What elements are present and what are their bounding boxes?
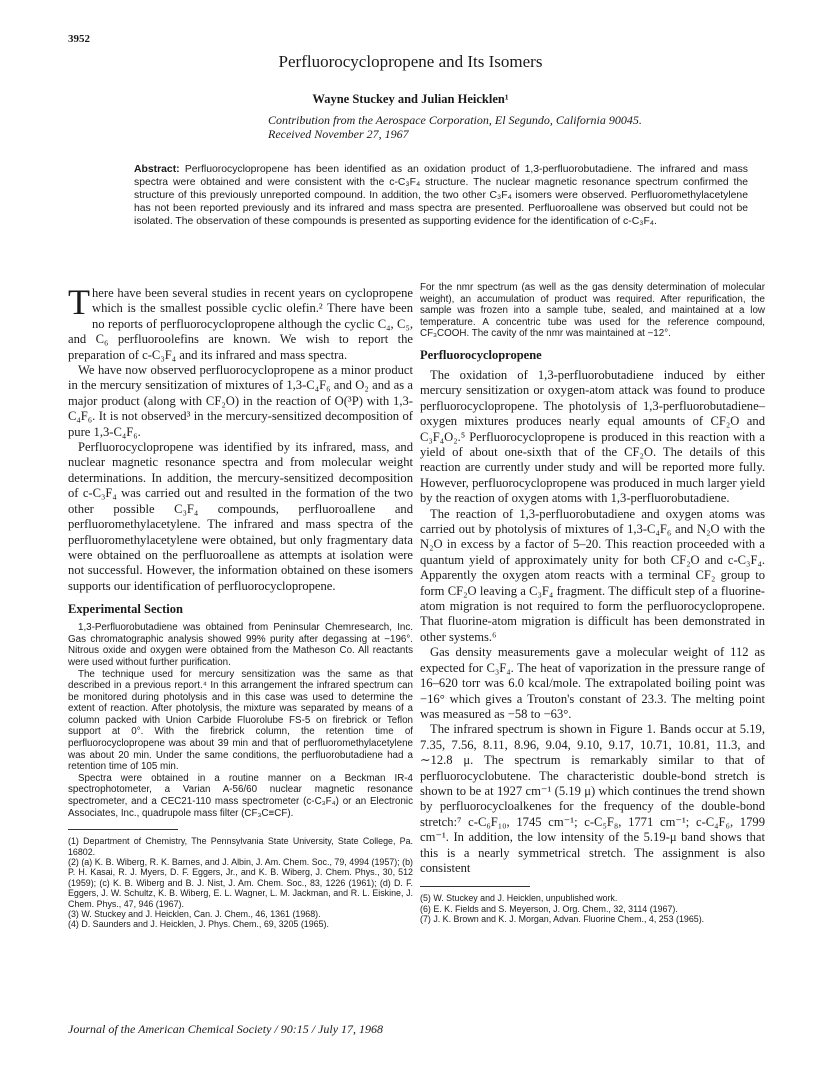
body-paragraph: Gas density measurements gave a molecular weight of 112 as expected for C₃F₄. The heat of vaporization in the pressure range of 16–620 torr was 6.0 kcal/mole. The extrapolated boiling point was −16° which gives a Trouton's constant of 23.3. The melting point was measured as −58 to −63°. <box>420 645 765 721</box>
abstract-label: Abstract: <box>134 164 180 175</box>
section-heading-perfluorocyclopropene: Perfluorocyclopropene <box>420 347 542 362</box>
footnote-divider <box>68 829 178 830</box>
footnote-divider <box>420 886 530 887</box>
page-number: 3952 <box>68 33 90 45</box>
experimental-paragraph: Spectra were obtained in a routine manner on a Beckman IR-4 spectrophotometer, a Varian A-56/60 nuclear magnetic resonance spectrometer, and a CEC21-110 mass spectrometer (c-C₃F₄) or an Electronic Associates, Inc., quadrupole mass filter (CF₃C≡CF). <box>68 772 413 819</box>
left-column <box>68 282 413 930</box>
abstract <box>134 163 748 228</box>
section-heading-experimental: Experimental Section <box>68 602 183 617</box>
article-title: Perfluorocyclopropene and Its Isomers <box>278 52 543 71</box>
authors: Wayne Stuckey and Julian Heicklen¹ <box>312 92 509 106</box>
footnote: (3) W. Stuckey and J. Heicklen, Can. J. Chem., 46, 1361 (1968). <box>68 909 321 920</box>
affiliation-line: Contribution from the Aerospace Corporation, El Segundo, California 90045. <box>268 113 642 127</box>
footnote: (4) D. Saunders and J. Heicklen, J. Phys. Chem., 69, 3205 (1965). <box>68 919 329 930</box>
experimental-paragraph: 1,3-Perfluorobutadiene was obtained from Peninsular Chemresearch, Inc. Gas chromatographic analysis showed 99% purity after degassing at −196°. Nitrous oxide and oxygen were obtained from the Matheson Co. All reactants were used without further purification. <box>68 622 413 668</box>
body-paragraph: The reaction of 1,3-perfluorobutadiene and oxygen atoms was carried out by photolysis of mixtures of 1,3-C₄F₆ and N₂O with the N₂O in excess by a factor of 5–20. This reaction proceeded with a quantum yield of approximately unity for both CF₂O and c-C₃F₄. Apparently the oxygen atom reacts with a terminal CF₂ group to form CF₂O leaving a C₃F₄ fragment. The difficult step of a fluorine-atom migration is not required to form the perfluorocyclopropene. That fluorine-atom migration is difficult has been demonstrated in other systems.⁶ <box>420 506 765 644</box>
intro-text: here have been several studies in recent years on cyclopropene which is the smallest possible cyclic olefin.² There have been no reports of perfluorocyclopropene although the cyclic C₄, C₅, and C₆ perfluoroolefins are known. We wish to report the preparation of c-C₃F₄ and its infrared and mass spectra. <box>68 286 413 362</box>
body-paragraph: We have now observed perfluorocyclopropene as a minor product in the mercury sensitization of mixtures of 1,3-C₄F₆ and O₂ and as a major product (along with CF₂O) in the reaction of O(³P) with 1,3-C₄F₆. It is not observed³ in the mercury-sensitized decomposition of pure 1,3-C₄F₆. <box>68 363 413 439</box>
affiliation <box>268 113 768 141</box>
body-paragraph: Perfluorocyclopropene was identified by its infrared, mass, and nuclear magnetic resonance spectra and from molecular weight determinations. In addition, the mercury-sensitized decomposition of c-C₃F₄ was carried out and resulted in the formation of the two other possible C₃F₄ compounds, perfluoroallene and perfluoromethylacetylene. The infrared and mass spectra of the perfluoromethylacetylene were obtained, but only fragmentary data were obtained on the perfluoroallene as attempts at isolation were not successful. However, the information obtained on these isomers supports our identification of perfluorocyclopropene. <box>68 440 413 593</box>
journal-footer: Journal of the American Chemical Society / 90:15 / July 17, 1968 <box>68 1022 384 1036</box>
received-date: Received November 27, 1967 <box>268 127 409 141</box>
body-paragraph: The oxidation of 1,3-perfluorobutadiene induced by either mercury sensitization or oxygen-atom attack was found to produce perfluorocyclopropene. The photolysis of 1,3-perfluorobutadiene–oxygen mixtures produces nearly equal amounts of CF₂O and C₃F₄O₂.⁵ Perfluorocyclopropene is produced in this reaction with a yield of about one-sixth that of the CF₂O. The details of this reaction are currently under study and will be reported more fully. However, perfluorocyclopropene was produced in much larger yield by the reaction of oxygen atoms with 1,3-perfluorobutadiene. <box>420 367 765 506</box>
drop-cap: T <box>68 282 90 322</box>
footnote: (7) J. K. Brown and K. J. Morgan, Advan. Fluorine Chem., 4, 253 (1965). <box>420 914 705 925</box>
intro-paragraph <box>68 282 413 363</box>
nmr-note: For the nmr spectrum (as well as the gas density determination of molecular weight), an accumulation of product was required. After repurification, the sample was frozen into a sample tube, sealed, and maintained at a low temperature. A concentric tube was used for the reference compound, CF₃COOH. The cavity of the nmr was maintained at −12°. <box>420 282 765 340</box>
body-paragraph: The infrared spectrum is shown in Figure 1. Bands occur at 5.19, 7.35, 7.56, 8.11, 8.96, 9.04, 9.10, 9.17, 10.71, 10.81, 11.3, and ∼12.8 μ. The spectrum is remarkably similar to that of perfluorocyclobutene. The characteristic double-bond stretch is shown to be at 1927 cm⁻¹ (5.19 μ) which continues the trend shown by perfluorocycloalkenes for the frequency of the double-bond stretch:⁷ c-C₆F₁₀, 1745 cm⁻¹; c-C₅F₈, 1771 cm⁻¹; c-C₄F₆, 1799 cm⁻¹. In addition, the low intensity of the 5.19-μ band shows that this is a nearly symmetrical stretch. The assignment is also consistent <box>420 722 765 875</box>
abstract-text: Perfluorocyclopropene has been identified as an oxidation product of 1,3-perfluorobutadiene. The infrared and mass spectra were obtained and were consistent with the c-C₃F₄ structure. The nuclear magnetic resonance spectrum confirmed the structure of this previously unreported compound. In addition, the two other C₃F₄ isomers were observed. Perfluoromethylacetylene has not been reported previously and its infrared and mass spectra are presented. Perfluoroallene was observed but could not be isolated. The observation of these compounds is presented as supporting evidence for the identification of c-C₃F₄. <box>134 164 748 227</box>
right-column <box>420 282 765 925</box>
footnote: (6) E. K. Fields and S. Meyerson, J. Org. Chem., 32, 3114 (1967). <box>420 903 678 914</box>
footnote: (5) W. Stuckey and J. Heicklen, unpublished work. <box>420 893 618 904</box>
experimental-paragraph: The technique used for mercury sensitization was the same as that described in a previous report.⁴ In this arrangement the infrared spectrum can be monitored during photolysis and in this case was used to determine the extent of reaction. After photolysis, the mixture was separated by means of a column packed with Union Carbide Fluorolube FS-5 on firebrick or Teflon support at 0°. With the firebrick column, the retention time of perfluorocyclopropene was about 39 min and that of perfluoromethylacetylene was about 20 min. Under the same conditions, the perfluorobutadiene had a retention time of 105 min. <box>68 668 413 773</box>
footnote: (1) Department of Chemistry, The Pennsylvania State University, State College, Pa. 16802. <box>68 836 413 857</box>
footnote: (2) (a) K. B. Wiberg, R. K. Barnes, and J. Albin, J. Am. Chem. Soc., 79, 4994 (1957); (b) P. H. Kasai, R. J. Myers, D. F. Eggers, Jr., and K. B. Wiberg, J. Chem. Phys., 30, 512 (1959); (c) K. B. Wiberg and B. J. Nist, J. Am. Chem. Soc., 83, 1226 (1961); (d) D. F. Eggers, J. W. Schultz, K. B. Wiberg, E. L. Wagner, L. M. Jackman, and R. L. Eiskine, J. Chem. Phys., 47, 946 (1967). <box>68 857 413 909</box>
